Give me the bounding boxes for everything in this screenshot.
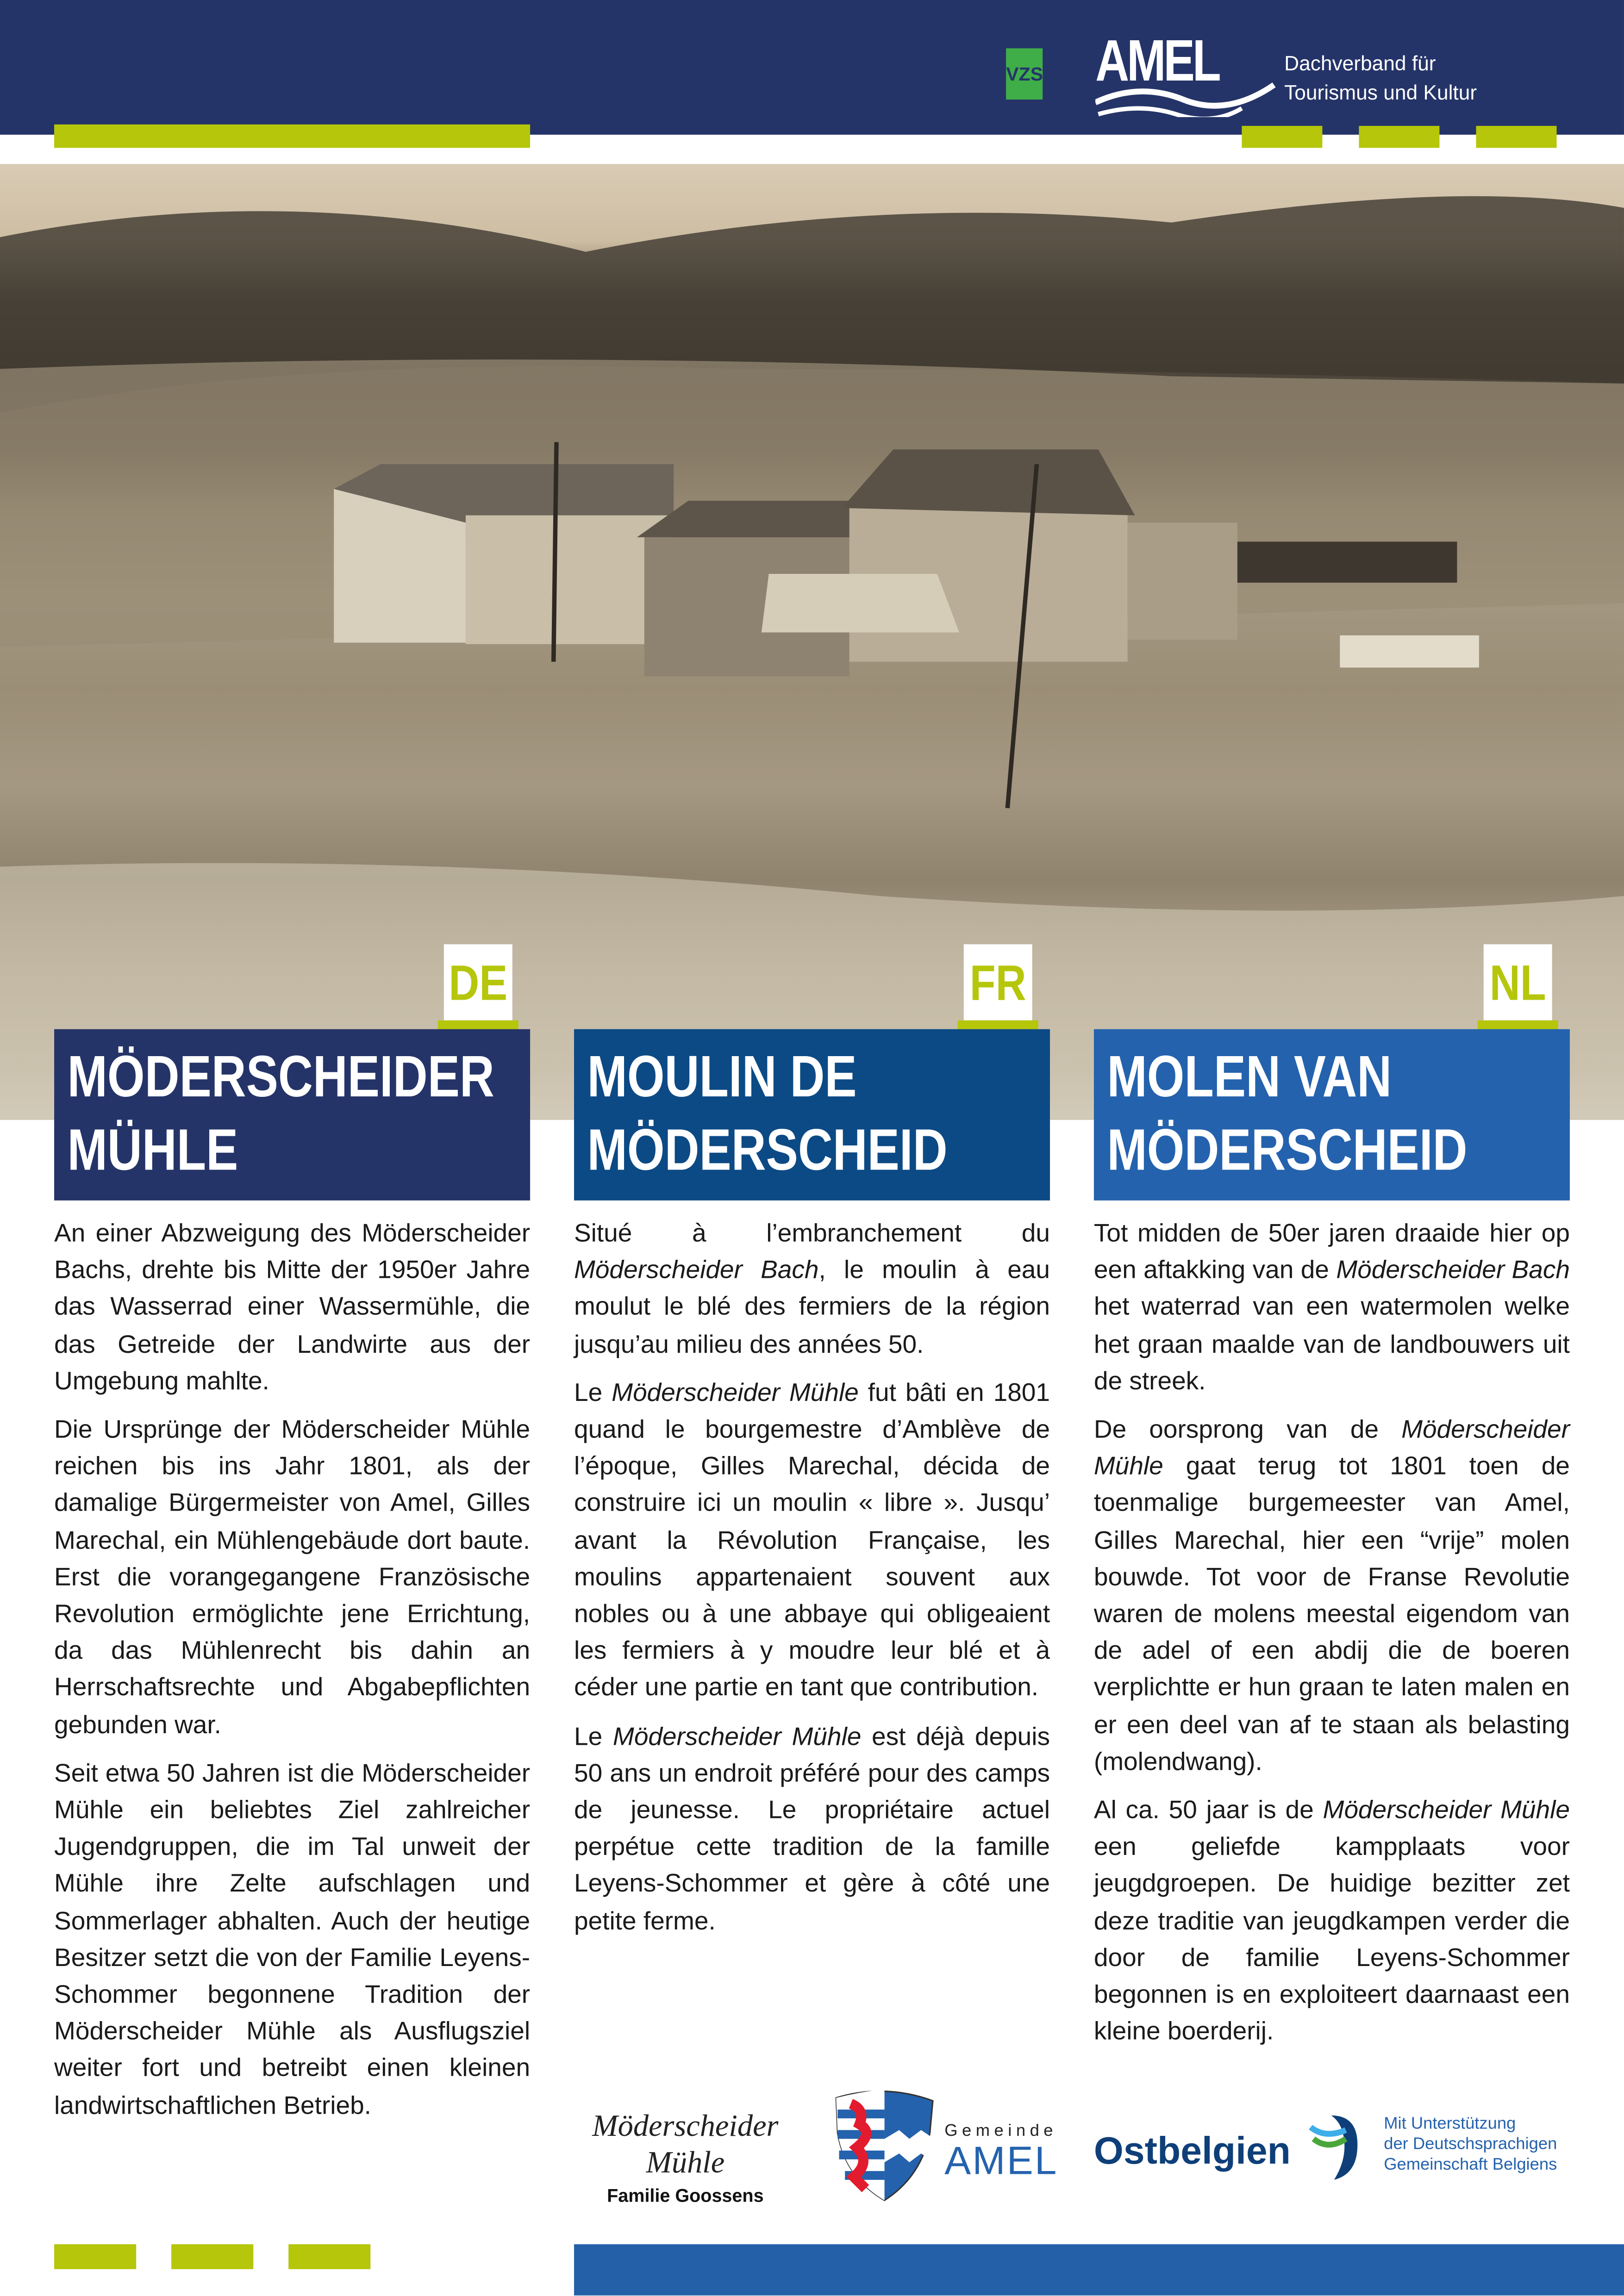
- italic-text: Möderscheider Bach: [1336, 1255, 1570, 1284]
- accent-block: [1242, 126, 1322, 148]
- language-tag-de: DE: [444, 944, 512, 1020]
- footer-accent-block: [171, 2244, 253, 2269]
- text-segment: een geliefde kampplaats voor jeugdgroepen. De huidige bezitter zet deze traditie van jeugdkampen verder die door de familie Leyens-Schommer begonnen is en exploiteert daarnaast een kleine boerderij.: [1093, 1831, 1570, 2046]
- photo-scene: [0, 164, 1624, 1120]
- paragraph: [574, 1375, 1050, 1707]
- text-segment: Le: [574, 1721, 613, 1751]
- text-segment: , le moulin à eau moulut le blé des fermiers de la région jusqu’au milieu des années 50.: [574, 1255, 1050, 1358]
- gemeinde-name: AMEL: [944, 2139, 1058, 2183]
- text-column-fr: [574, 1215, 1050, 1951]
- paragraph: [574, 1718, 1050, 1939]
- footer-bar: [574, 2244, 1624, 2296]
- title-line: MÖDERSCHEIDER: [67, 1045, 494, 1110]
- italic-text: Möderscheider Mühle: [1323, 1795, 1570, 1824]
- paragraph: [54, 1215, 530, 1400]
- text-segment: Al ca. 50 jaar is de: [1093, 1795, 1323, 1824]
- section-title-de: [54, 1029, 530, 1201]
- support-line: Gemeinschaft Belgiens: [1384, 2156, 1557, 2174]
- text-segment: fut bâti en 1801 quand le bourgemestre d’Amblève de l’époque, Gilles Marechal, décida de construire ici un moulin « libre ». Jusqu’ avant la Révolution Française, les moulins appartenaient souvent aux nobles ou à une abbaye qui obligeaient les fermiers à y moudre leur blé et à céder une partie en tant que contribution.: [574, 1377, 1050, 1702]
- text-segment: An einer Abzweigung des Möderscheider Bachs, drehte bis Mitte der 1950er Jahre das Wasserrad einer Wassermühle, die das Getreide der Landwirte aus der Umgebung mahlte.: [54, 1218, 531, 1395]
- title-line: MÖDERSCHEID: [587, 1118, 948, 1183]
- paragraph: [574, 1215, 1050, 1363]
- paragraph: [1094, 1411, 1570, 1780]
- text-segment: het waterrad van een watermolen welke het graan maalde van de landbouwers uit de streek.: [1093, 1292, 1570, 1395]
- ostbelgien-emblem-icon: [1308, 2112, 1361, 2185]
- text-segment: De oorsprong van de: [1093, 1414, 1402, 1444]
- paragraph: [1094, 1215, 1570, 1400]
- language-tag-fr: FR: [964, 944, 1032, 1020]
- mill-logo-script: Möderscheider Mühle: [592, 2108, 779, 2180]
- footer-accent-block: [288, 2244, 370, 2269]
- text-segment: Situé à l’embranchement du: [574, 1218, 1050, 1248]
- text-segment: gaat terug tot 1801 toen de toenmalige burgemeester van Amel, Gilles Marechal, hier een “vrije” molen bouwde. Tot voor de Franse Revolutie waren de molens meestal eigendom van de adel of een abdij die de boeren verplichtte er hun graan te laten malen en er een deel van af te staan als belasting (molendwang).: [1093, 1451, 1570, 1776]
- title-line: MÜHLE: [67, 1118, 238, 1183]
- ostbelgien-logo-text: Ostbelgien: [1093, 2128, 1291, 2173]
- amel-coat-of-arms-icon: [833, 2089, 936, 2203]
- support-line: Mit Unterstützung: [1384, 2115, 1516, 2133]
- title-line: MOULIN DE: [587, 1045, 857, 1110]
- paragraph: [54, 1411, 530, 1743]
- wave-icon: [1095, 73, 1278, 117]
- footer-accent-block: [54, 2244, 136, 2269]
- section-title-fr: [574, 1029, 1050, 1201]
- support-notice: [1384, 2114, 1557, 2176]
- vzs-logo-text: VZS: [1006, 63, 1043, 85]
- text-segment: Tot midden de 50er jaren draaide hier op een aftakking van de: [1093, 1218, 1570, 1284]
- gemeinde-amel-logo: [944, 2123, 1058, 2182]
- accent-block: [1476, 126, 1557, 148]
- accent-bar: [54, 124, 530, 148]
- vzs-logo: [1006, 48, 1043, 100]
- italic-text: Möderscheider Mühle: [612, 1377, 859, 1407]
- paragraph: [1094, 1792, 1570, 2050]
- amel-subtitle-line: Dachverband für: [1284, 51, 1436, 75]
- title-line: MOLEN VAN: [1107, 1045, 1392, 1110]
- italic-text: Möderscheider Mühle: [1093, 1414, 1570, 1481]
- text-segment: est déjà depuis 50 ans un endroit préféré pour des camps de jeunesse. Le propriétaire actuel perpétue cette tradition de la famille Leyens-Schommer et gère à côté une petite ferme.: [574, 1721, 1050, 1935]
- amel-logo: [1095, 29, 1278, 117]
- accent-block: [1359, 126, 1439, 148]
- mill-logo: [575, 2108, 795, 2206]
- paragraph: [54, 1755, 530, 2124]
- text-column-de: [54, 1215, 530, 2135]
- text-segment: Die Ursprünge der Möderscheider Mühle reichen bis ins Jahr 1801, als der damalige Bürgermeister von Amel, Gilles Marechal, ein Mühlengebäude dort baute. Erst die vorangegangene Französische Revolution ermöglichte jene Errichtung, da das Mühlenrecht bis dahin an Herrschaftsrechte und Abgabepflichten gebunden war.: [54, 1414, 531, 1739]
- amel-logo-text: AMEL: [1095, 29, 1219, 94]
- title-line: MÖDERSCHEID: [1107, 1118, 1468, 1183]
- amel-subtitle: [1284, 48, 1477, 107]
- amel-subtitle-line: Tourismus und Kultur: [1284, 80, 1477, 104]
- historic-mill-photo: [0, 164, 1624, 1120]
- italic-text: Möderscheider Bach: [574, 1255, 819, 1284]
- text-segment: Seit etwa 50 Jahren ist die Möderscheider Mühle ein beliebtes Ziel zahlreicher Jugendgruppen, die im Tal unweit der Mühle ihre Zelte aufschlagen und Sommerlager abhalten. Auch der heutige Besitzer setzt die von der Familie Leyens-Schommer begonnene Tradition der Möderscheider Mühle als Ausflugsziel weiter fort und betreibt einen kleinen landwirtschaftlichen Betrieb.: [54, 1758, 531, 2120]
- language-tag-nl: NL: [1484, 944, 1552, 1020]
- section-title-nl: [1094, 1029, 1570, 1201]
- support-line: der Deutschsprachigen: [1384, 2136, 1557, 2154]
- mill-logo-family: Familie Goossens: [607, 2185, 764, 2206]
- italic-text: Möderscheider Mühle: [612, 1721, 862, 1751]
- gemeinde-label: Gemeinde: [944, 2122, 1058, 2140]
- text-column-nl: [1094, 1215, 1570, 2062]
- text-segment: Le: [574, 1377, 612, 1407]
